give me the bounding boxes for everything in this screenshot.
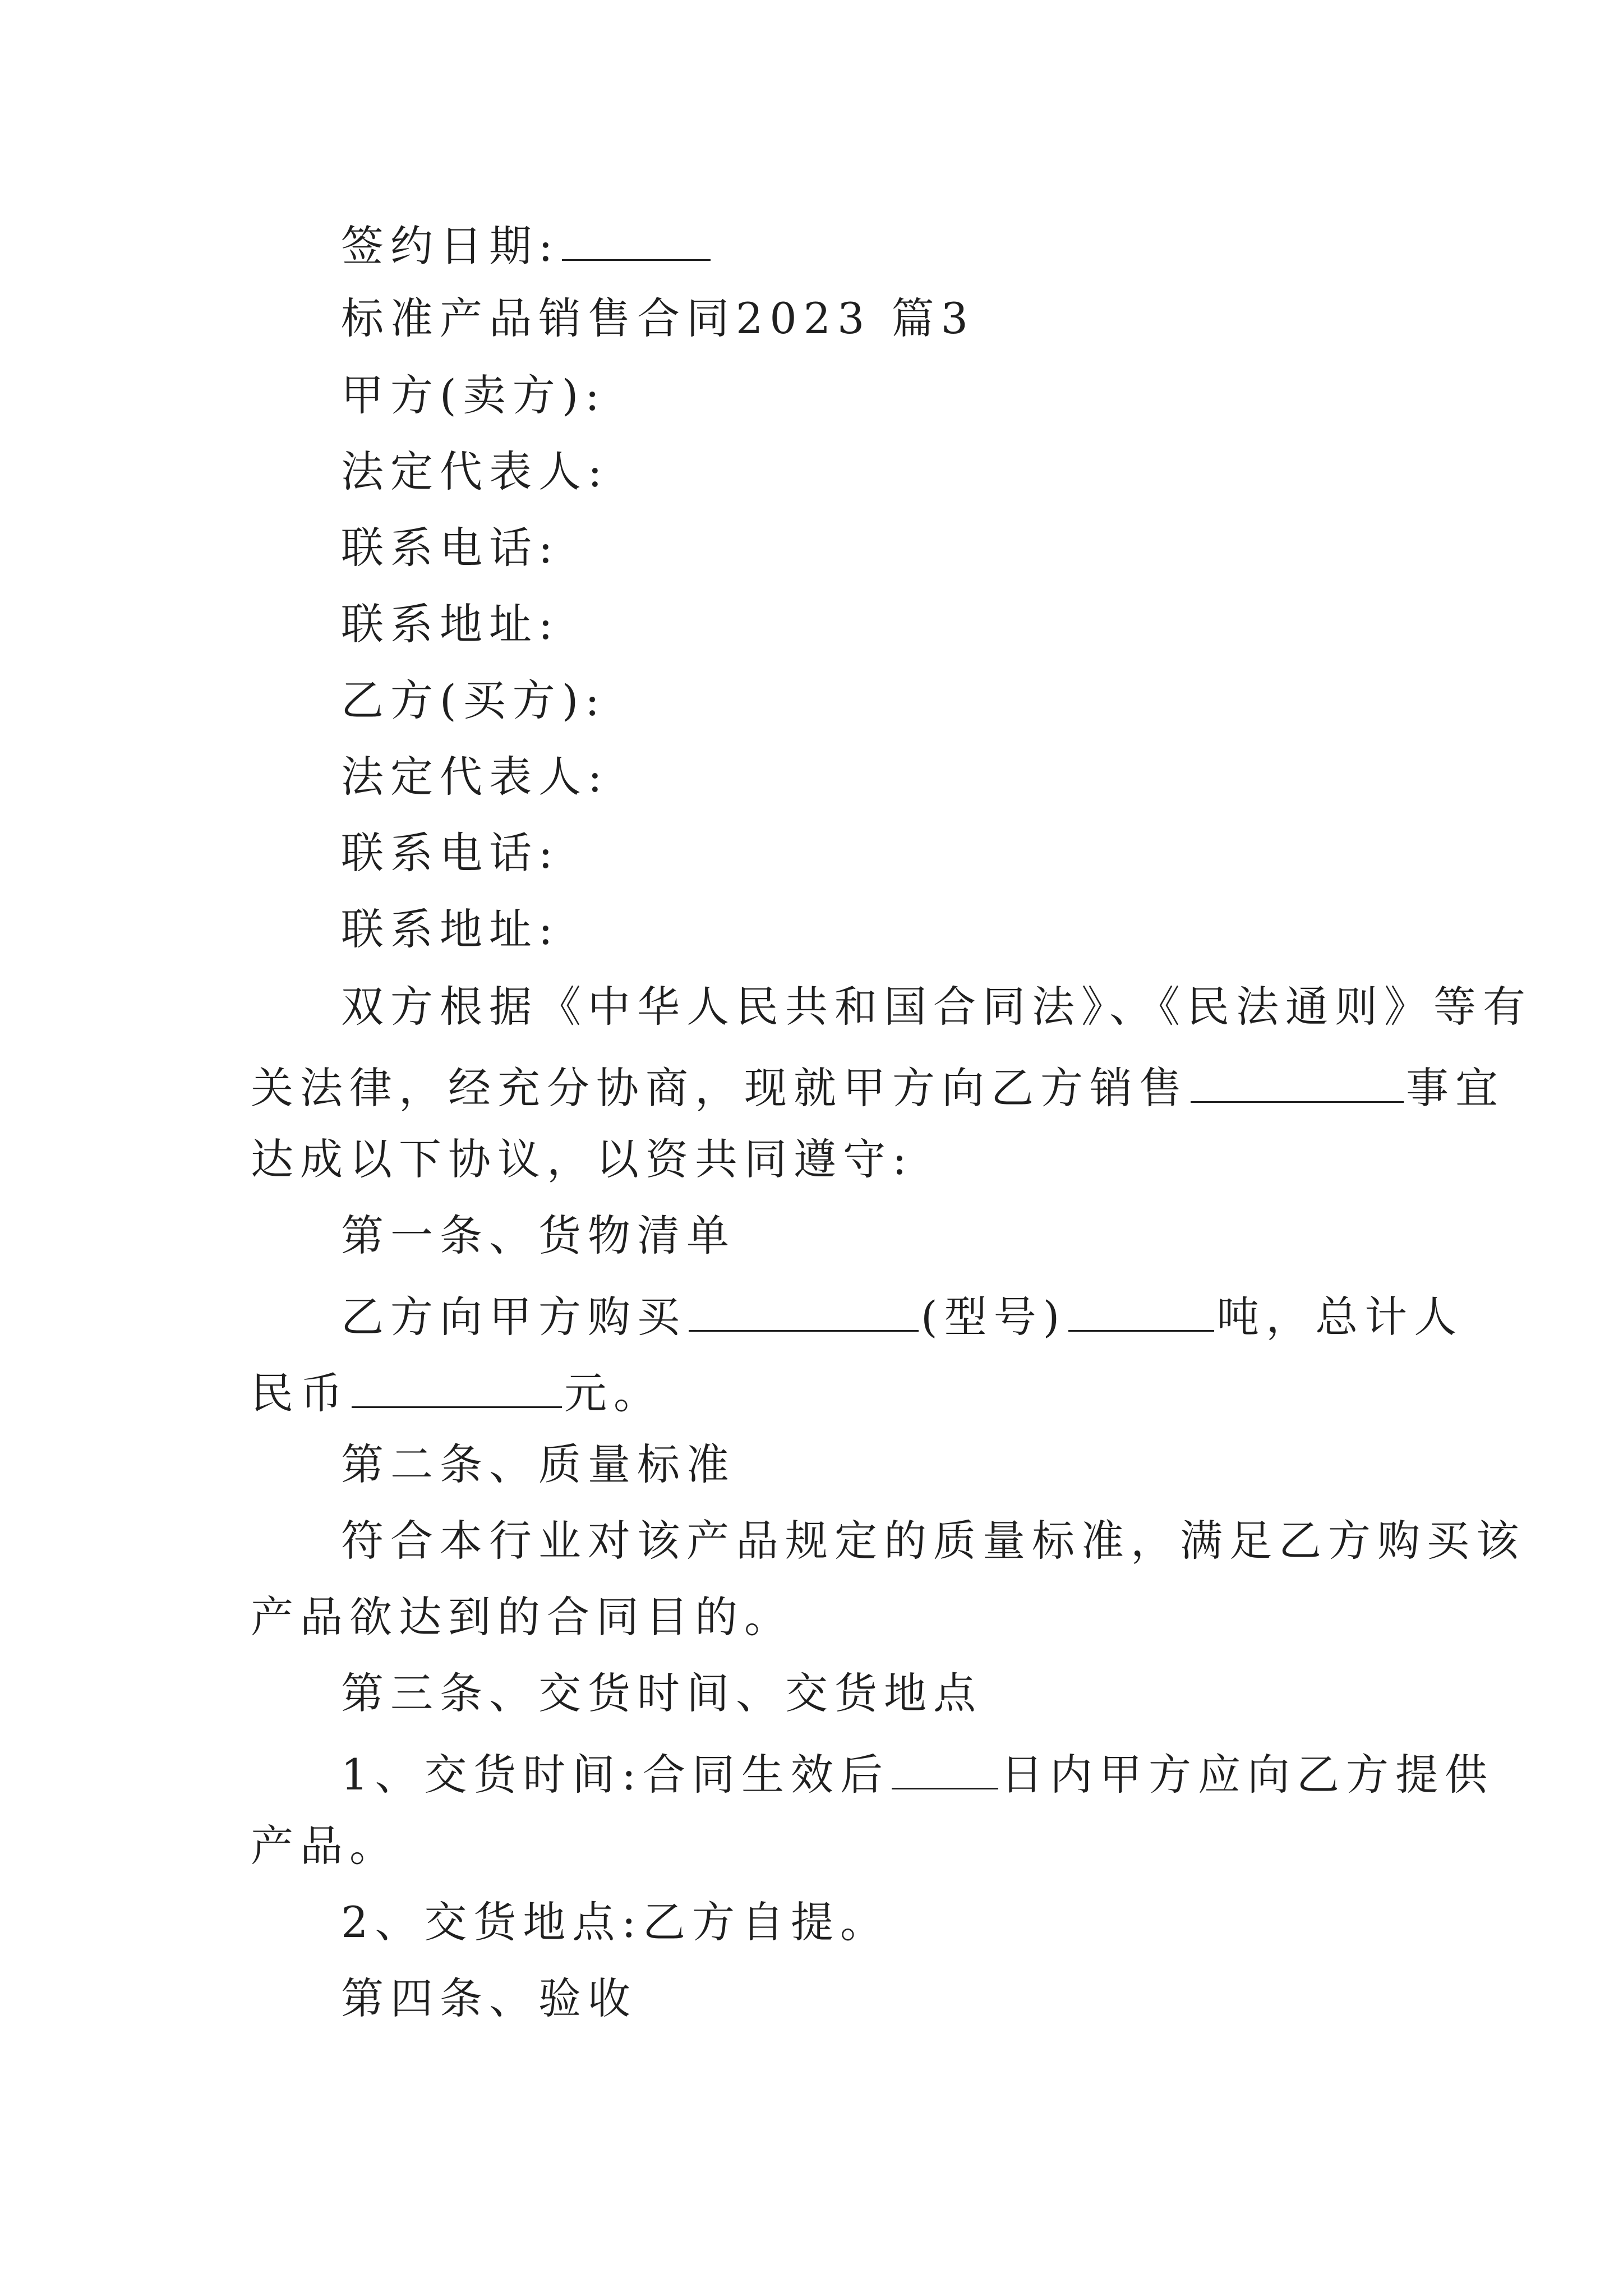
signing-date: [341, 220, 713, 271]
article-2-paragraph: [251, 1516, 1525, 1665]
party-a-representative: 法定代表人:: [341, 447, 609, 496]
signing-date-blank: [562, 220, 711, 261]
article-3-item-2: 2、交货地点:乙方自提。: [341, 1897, 889, 1947]
intro-line-3: 达成以下协议，以资共同遵守:: [251, 1134, 914, 1184]
delivery-time-text-b: 日内甲方应向乙方提供: [1000, 1750, 1494, 1800]
article-1-line-1: [341, 1291, 1464, 1342]
party-a-phone: 联系电话:: [341, 523, 560, 573]
purchase-blank: [689, 1291, 919, 1332]
article-3-item-1-line-1: [341, 1749, 1494, 1800]
article-1-text-c: 吨，总计人: [1216, 1292, 1464, 1342]
article-3-item-1: [251, 1749, 1494, 1894]
party-b-address: 联系地址:: [341, 904, 560, 954]
signing-date-label: 签约日期:: [341, 221, 560, 271]
delivery-days-blank: [892, 1749, 998, 1789]
party-b-phone: 联系电话:: [341, 828, 560, 878]
intro-line-2: [251, 1062, 1505, 1113]
party-b-label: 乙方(买方):: [341, 675, 606, 725]
article-3-item-1-line-2: 产品。: [251, 1821, 399, 1871]
quantity-blank: [1068, 1291, 1214, 1332]
article-2-heading: 第二条、质量标准: [341, 1439, 736, 1489]
delivery-time-text-a: 1、交货时间:合同生效后: [341, 1750, 889, 1800]
article-1-text-b: (型号): [921, 1292, 1067, 1342]
intro-paragraph: [251, 982, 1532, 1210]
party-b-representative: 法定代表人:: [341, 752, 609, 802]
article-1-paragraph: [251, 1291, 1464, 1437]
amount-blank: [352, 1367, 562, 1408]
article-1-text-e: 元。: [564, 1368, 663, 1418]
party-a-address: 联系地址:: [341, 599, 560, 649]
document-title: 标准产品销售合同2023 篇3: [341, 293, 975, 343]
article-1-text-d: 民币: [251, 1368, 349, 1418]
party-a-label: 甲方(卖方):: [341, 370, 606, 420]
article-3-heading: 第三条、交货时间、交货地点: [341, 1668, 983, 1718]
article-1-heading: 第一条、货物清单: [341, 1211, 736, 1260]
article-1-text-a: 乙方向甲方购买: [341, 1292, 686, 1342]
intro-line-1: 双方根据《中华人民共和国合同法》、《民法通则》等有: [341, 982, 1532, 1032]
intro-line-2-suffix: 事宜: [1406, 1063, 1505, 1113]
article-2-line-2: 产品欲达到的合同目的。: [251, 1592, 794, 1642]
intro-line-2-text: 关法律，经充分协商，现就甲方向乙方销售: [251, 1063, 1188, 1113]
article-2-line-1: 符合本行业对该产品规定的质量标准，满足乙方购买该: [341, 1516, 1525, 1566]
article-4-heading: 第四条、验收: [341, 1973, 637, 2023]
product-blank: [1191, 1062, 1404, 1103]
article-1-line-2: [251, 1367, 663, 1418]
